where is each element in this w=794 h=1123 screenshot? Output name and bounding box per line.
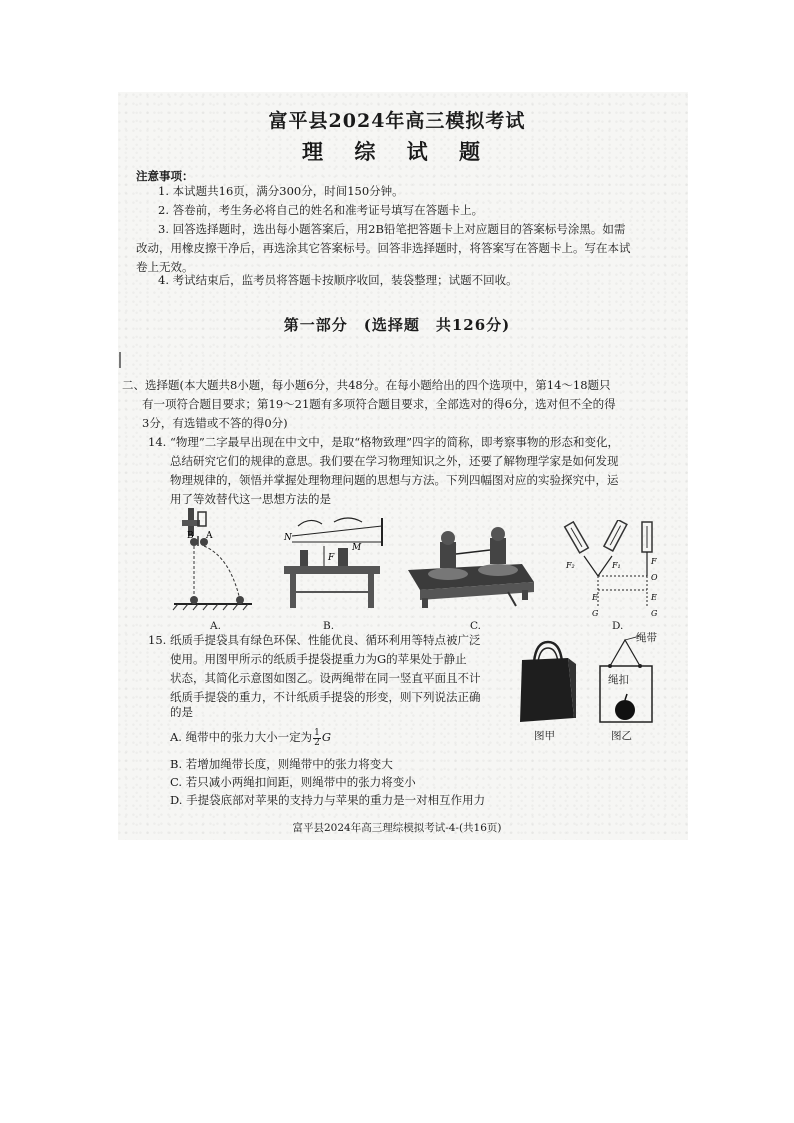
figure-d-label: D. xyxy=(612,620,624,632)
q15-line: 的是 xyxy=(170,705,193,719)
label-shengkou: 绳扣 xyxy=(608,674,629,686)
notes-heading: 注意事项： xyxy=(136,169,194,183)
figure-a-label: A. xyxy=(210,620,221,632)
q15-line: 使用。用图甲所示的纸质手提袋提重力为G的苹果处于静止 xyxy=(170,652,467,666)
label-shengdai: 绳带 xyxy=(636,632,657,644)
option-a-symbol: G xyxy=(321,730,332,744)
fig-d-label-f2: F₂ xyxy=(566,561,575,570)
q15-line: 状态，其简化示意图如图乙。设两绳带在同一竖直平面且不计 xyxy=(170,671,481,685)
option-a-text: A. 绳带中的张力大小一定为 xyxy=(170,730,313,744)
page-footer: 富平县2024年高三理综模拟考试-4-(共16页) xyxy=(292,822,502,834)
q14-line: 14. “物理”二字最早出现在中文中，是取“格物致理”四字的简称，即考察事物的形态和变化， xyxy=(148,435,619,449)
fig-a-letter-a: A xyxy=(206,531,213,541)
section-line: 二、选择题(本大题共8小题，每小题6分，共48分。在每小题给出的四个选项中，第14～18题只 xyxy=(122,378,611,392)
fig-d-label-e: E xyxy=(651,593,657,602)
note-item: 4. 考试结束后，监考员将答题卡按顺序收回，装袋整理；试题不回收。 xyxy=(158,273,518,287)
exam-subtitle: 理 综 试 题 xyxy=(302,139,492,164)
option-d: D. 手提袋底部对苹果的支持力与苹果的重力是一对相互作用力 xyxy=(170,793,486,807)
section-line: 3分，有选错或不答的得0分) xyxy=(142,416,288,430)
q14-line: 物理规律的，领悟并掌握处理物理问题的思想与方法。下列四幅图对应的实验探究中，运 xyxy=(170,473,619,487)
fraction-half xyxy=(313,729,321,748)
option-a xyxy=(170,728,331,748)
section-instructions xyxy=(122,376,682,433)
scan-mark xyxy=(119,352,121,368)
fraction-numerator: 1 xyxy=(314,727,320,738)
fig-d-label-f: F xyxy=(651,557,657,566)
fraction-denominator: 2 xyxy=(314,737,320,748)
note-item: 1. 本试题共16页，满分300分，时间150分钟。 xyxy=(158,184,404,198)
exam-title: 富平县2024年高三模拟考试 xyxy=(268,110,526,132)
note-item: 改动，用橡皮擦干净后，再选涂其它答案标号。回答非选择题时，将答案写在答题卡上。写在本试 xyxy=(136,241,631,255)
q14-line: 用了等效替代这一思想方法的是 xyxy=(170,492,331,506)
option-b: B. 若增加绳带长度，则绳带中的张力将变大 xyxy=(170,757,393,771)
fig-d-label-f1: F₁ xyxy=(612,561,621,570)
figure-a xyxy=(168,502,258,618)
q15-line: 纸质手提袋的重力，不计纸质手提袋的形变，则下列说法正确 xyxy=(170,690,481,704)
figure-yi-caption: 图乙 xyxy=(611,730,632,742)
fig-d-label-o: O xyxy=(651,573,658,582)
figure-d xyxy=(562,520,666,620)
q14-line: 总结研究它们的规律的意思。我们要在学习物理知识之外，还要了解物理学家是如何发现 xyxy=(170,454,619,468)
note-item: 卷上无效。 xyxy=(136,260,194,274)
fig-b-letter-n: N xyxy=(284,533,292,543)
section-line: 有一项符合题目要求；第19～21题有多项符合题目要求，全部选对的得6分，选对但不全的得 xyxy=(142,397,616,411)
note-item: 2. 答卷前，考生务必将自己的姓名和准考证号填写在答题卡上。 xyxy=(158,203,484,217)
figure-b-label: B. xyxy=(323,620,335,632)
note-item: 3. 回答选择题时，选出每小题答案后，用2B铅笔把答题卡上对应题目的答案标号涂黑。如需 xyxy=(158,222,626,236)
q15-line: 15. 纸质手提袋具有绿色环保、性能优良、循环利用等特点被广泛 xyxy=(148,633,481,647)
fig-d-label-e: E xyxy=(592,593,598,602)
part-title: 第一部分 (选择题 共126分) xyxy=(283,316,511,334)
figure-c-label: C. xyxy=(470,620,481,632)
figure-jia-caption: 图甲 xyxy=(534,730,555,742)
fig-a-letter-b: B xyxy=(187,531,194,541)
figure-c xyxy=(404,526,536,610)
figure-jia-bag xyxy=(518,638,578,724)
fig-b-letter-m: M xyxy=(352,543,362,553)
fig-d-label-g: G xyxy=(592,609,599,618)
option-c: C. 若只减小两绳扣间距，则绳带中的张力将变小 xyxy=(170,775,416,789)
fig-b-letter-f: F xyxy=(328,553,335,563)
figure-b xyxy=(278,512,390,610)
fig-d-label-g: G xyxy=(651,609,658,618)
